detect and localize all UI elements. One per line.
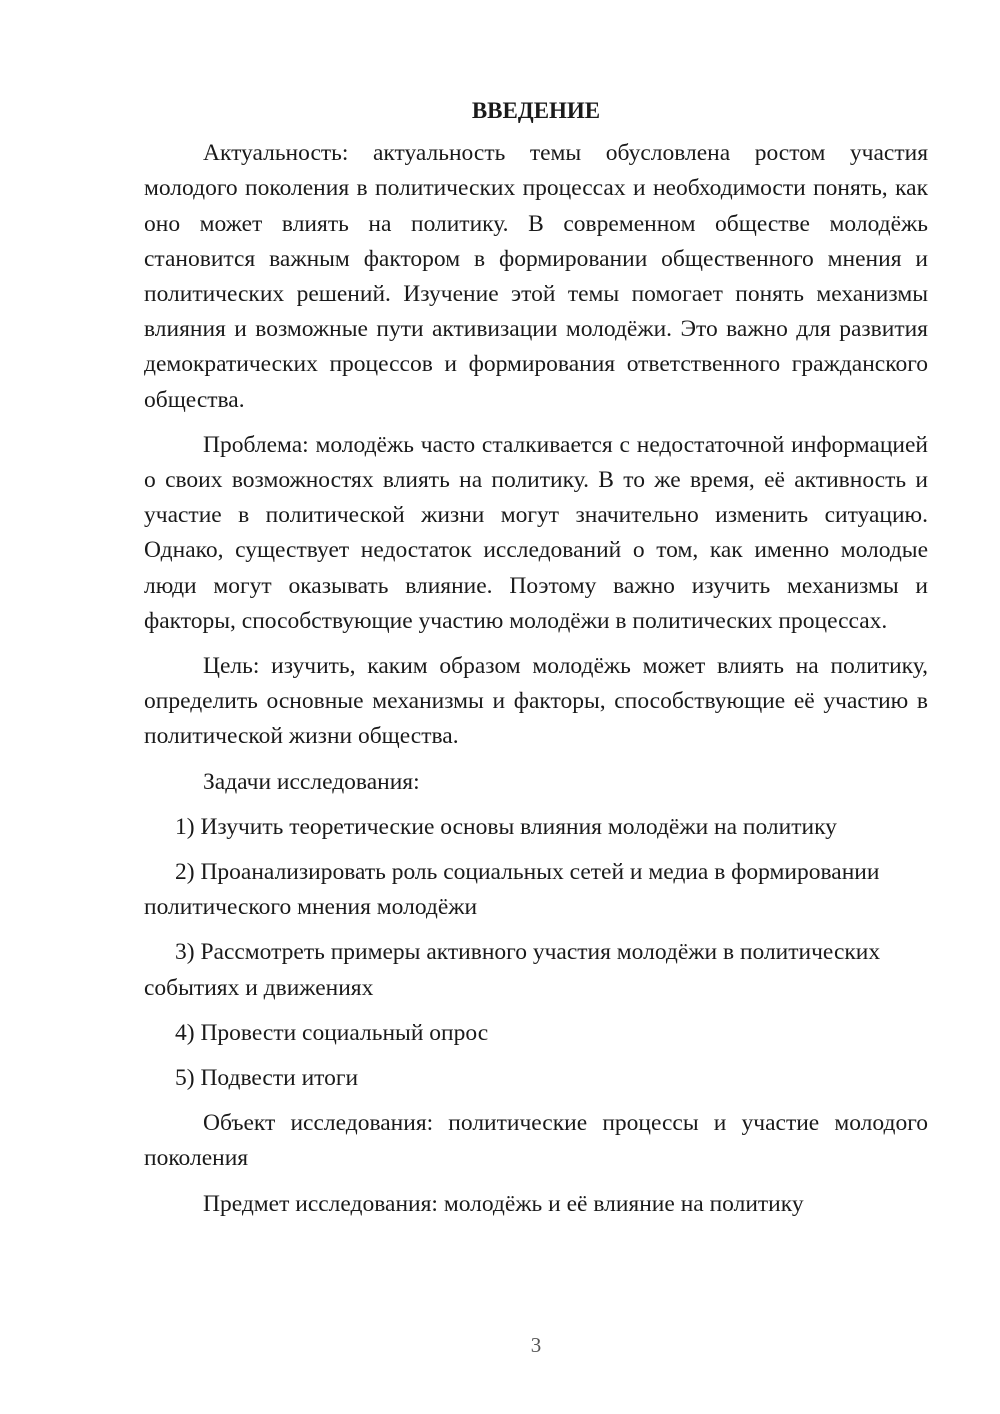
page-content xyxy=(144,93,928,1232)
task-item-5: 5) Подвести итоги xyxy=(175,1065,359,1092)
task-item-2: 2) Проанализировать роль социальных сетей и медиа в формировании политического мнения молодёжи xyxy=(144,859,880,921)
task-item-1: 1) Изучить теоретические основы влияния молодёжи на политику xyxy=(175,813,837,840)
task-item-4: 4) Провести социальный опрос xyxy=(175,1019,489,1046)
tasks-list xyxy=(144,810,928,1096)
section-heading: ВВЕДЕНИЕ xyxy=(471,98,601,123)
goal-paragraph: Цель: изучить, каким образом молодёжь может влиять на политику, определить основные механизмы и факторы, способствующие её участию в политической жизни общества. xyxy=(144,653,928,750)
page-number: 3 xyxy=(530,1333,542,1357)
task-item-3: 3) Рассмотреть примеры активного участия молодёжи в политических событиях и движениях xyxy=(144,939,881,1001)
relevance-paragraph: Актуальность: актуальность темы обусловлена ростом участия молодого поколения в политических процессах и необходимости понять, как оно может влиять на политику. В современном обществе молодёжь становится важным фактором в формировании общественного мнения и политических решений. Изучение этой темы помогает понять механизмы влияния и возможные пути активизации молодёжи. Это важно для развития демократических процессов и формирования ответственного гражданского общества. xyxy=(144,140,928,413)
object-paragraph: Объект исследования: политические процессы и участие молодого поколения xyxy=(144,1110,928,1172)
tasks-title: Задачи исследования: xyxy=(203,768,420,795)
problem-paragraph: Проблема: молодёжь часто сталкивается с недостаточной информацией о своих возможностях влиять на политику. В то же время, её активность и участие в политической жизни могут значительно изменить ситуацию. Однако, существует недостаток исследований о том, как именно молодые люди могут оказывать влияние. Поэтому важно изучить механизмы и факторы, способствующие участию молодёжи в политических процессах. xyxy=(144,431,928,634)
subject-paragraph: Предмет исследования: молодёжь и её влияние на политику xyxy=(203,1190,804,1217)
